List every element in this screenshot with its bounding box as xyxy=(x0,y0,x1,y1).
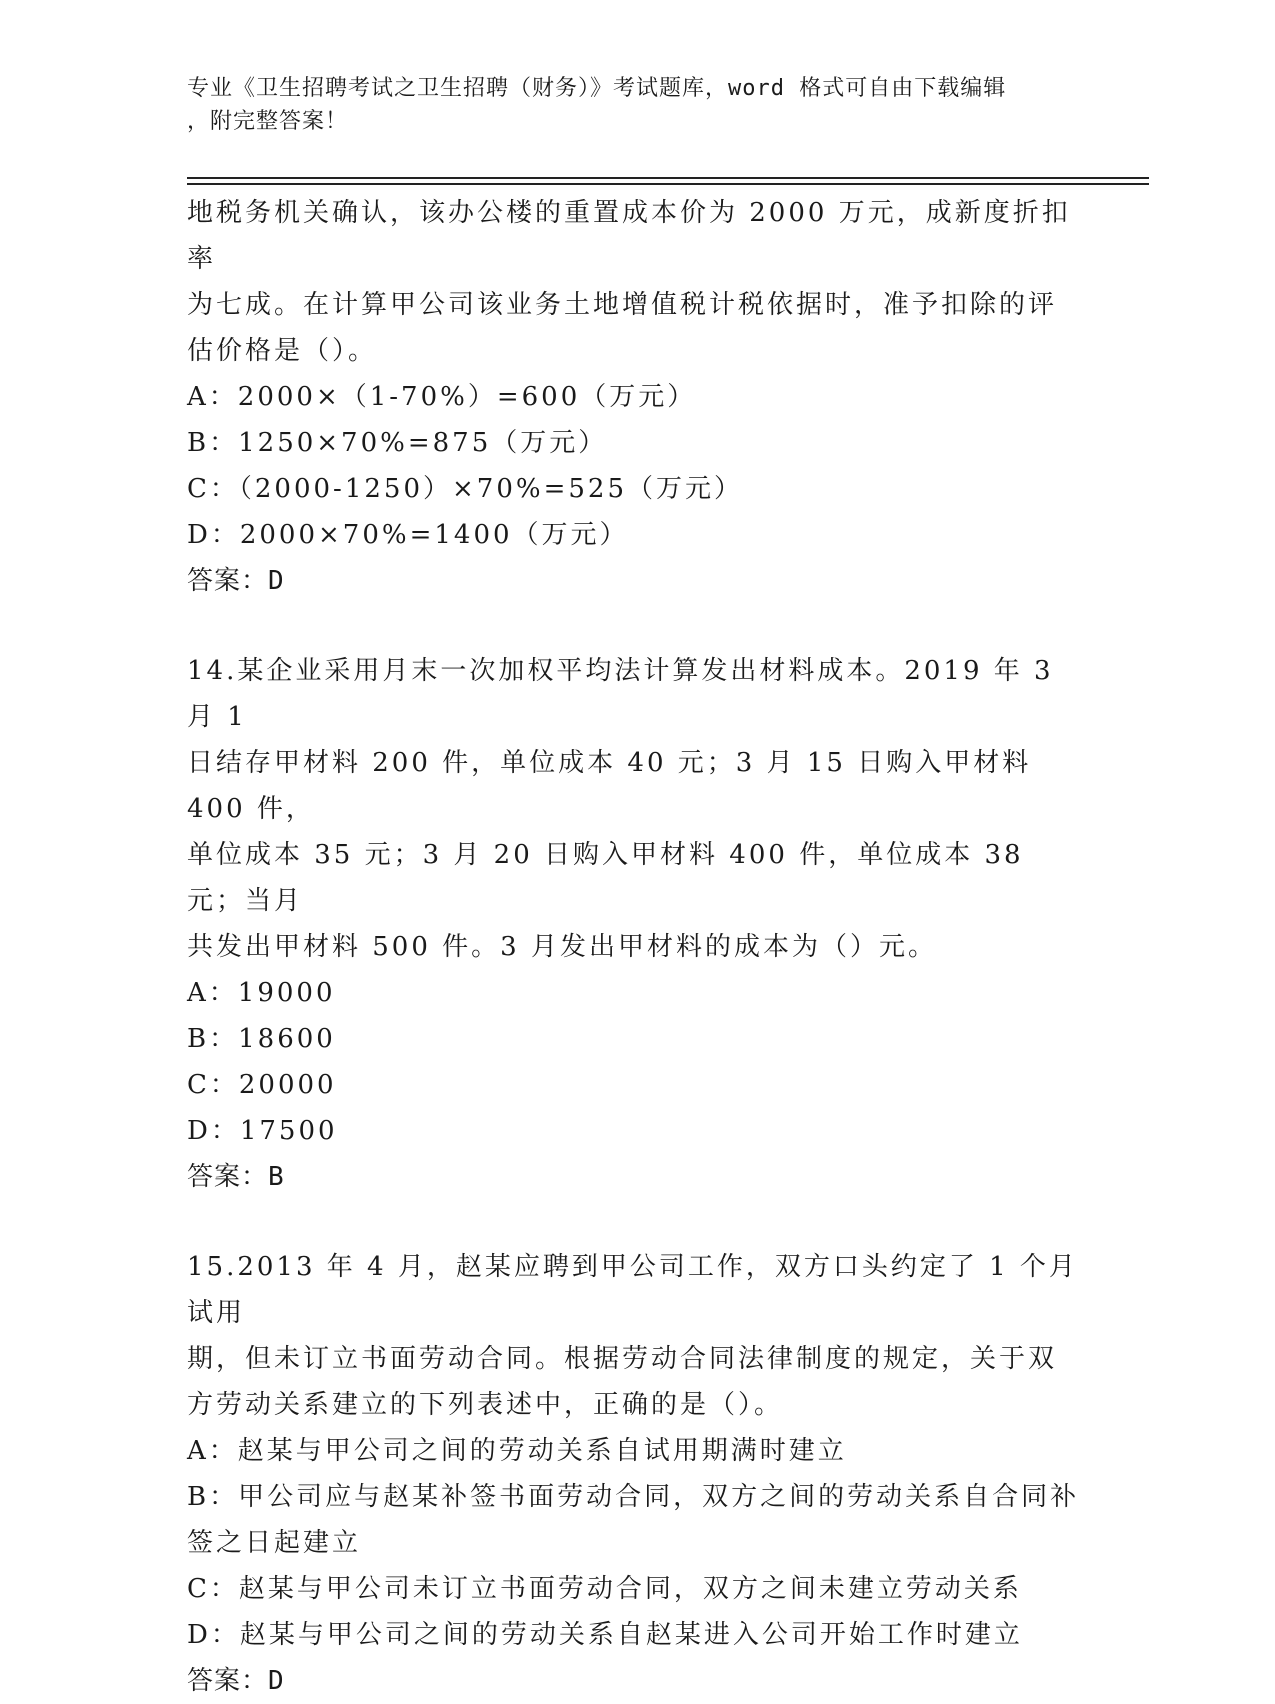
question-14 xyxy=(187,648,1087,1200)
question-15-answer: 答案：D xyxy=(187,1666,285,1696)
question-15-option-b-continued: 签之日起建立 xyxy=(187,1528,362,1558)
question-15-option-a: A：赵某与甲公司之间的劳动关系自试用期满时建立 xyxy=(187,1436,847,1466)
question-14-option-c: C：20000 xyxy=(187,1070,337,1100)
question-13-stem-line-3: 估价格是（）。 xyxy=(187,336,378,366)
question-15-stem-line-3: 方劳动关系建立的下列表述中，正确的是（）。 xyxy=(187,1390,784,1420)
question-content xyxy=(187,190,1087,1704)
question-14-stem-line-1: 14.某企业采用月末一次加权平均法计算发出材料成本。2019 年 3 月 1 xyxy=(187,656,1054,732)
header-divider-top xyxy=(187,177,1149,179)
question-13-stem-line-1: 地税务机关确认，该办公楼的重置成本价为 2000 万元，成新度折扣率 xyxy=(187,198,1071,274)
question-15-stem-line-1: 15.2013 年 4 月，赵某应聘到甲公司工作，双方口头约定了 1 个月试用 xyxy=(187,1252,1078,1328)
question-14-stem-line-4: 共发出甲材料 500 件。3 月发出甲材料的成本为（）元。 xyxy=(187,932,937,962)
header-line-2: ，附完整答案！ xyxy=(187,109,349,134)
question-15-stem-line-2: 期，但未订立书面劳动合同。根据劳动合同法律制度的规定，关于双 xyxy=(187,1344,1058,1374)
header-divider-bottom xyxy=(187,183,1149,185)
question-13-option-c: C：（2000-1250）×70%=525（万元） xyxy=(187,474,744,504)
question-15-option-b: B：甲公司应与赵某补签书面劳动合同，双方之间的劳动关系自合同补 xyxy=(187,1482,1080,1512)
question-13-option-d: D：2000×70%=1400（万元） xyxy=(187,520,629,550)
question-14-stem-line-3: 单位成本 35 元；3 月 20 日购入甲材料 400 件，单位成本 38 元；当月 xyxy=(187,840,1024,916)
question-14-option-a: A：19000 xyxy=(187,978,336,1008)
header-line-1: 专业《卫生招聘考试之卫生招聘（财务）》考试题库，word 格式可自由下载编辑 xyxy=(187,76,1007,101)
question-15-option-c: C：赵某与甲公司未订立书面劳动合同，双方之间未建立劳动关系 xyxy=(187,1574,1022,1604)
spacer xyxy=(187,604,1087,648)
spacer xyxy=(187,1200,1087,1244)
question-14-answer: 答案：B xyxy=(187,1162,285,1192)
question-13-option-a: A：2000×（1-70%）=600（万元） xyxy=(187,382,697,412)
question-14-option-d: D：17500 xyxy=(187,1116,338,1146)
page-header xyxy=(187,72,1067,138)
question-15-option-d: D：赵某与甲公司之间的劳动关系自赵某进入公司开始工作时建立 xyxy=(187,1620,1023,1650)
question-13 xyxy=(187,190,1087,604)
question-13-answer: 答案：D xyxy=(187,566,285,596)
question-14-stem-line-2: 日结存甲材料 200 件，单位成本 40 元；3 月 15 日购入甲材料 400 件， xyxy=(187,748,1032,824)
question-13-option-b: B：1250×70%=875（万元） xyxy=(187,428,608,458)
question-15 xyxy=(187,1244,1087,1704)
question-14-option-b: B：18600 xyxy=(187,1024,336,1054)
question-13-stem-line-2: 为七成。在计算甲公司该业务土地增值税计税依据时，准予扣除的评 xyxy=(187,290,1058,320)
